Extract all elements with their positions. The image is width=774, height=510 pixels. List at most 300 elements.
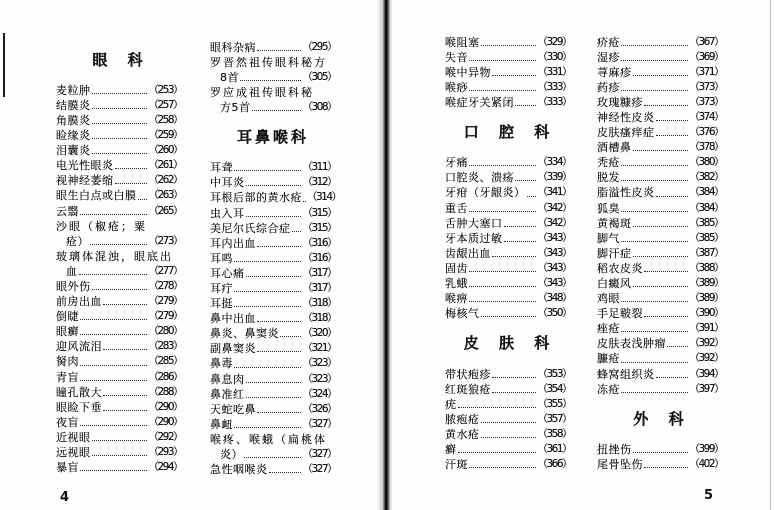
scan-edge-mark <box>3 33 5 97</box>
toc-entry-page: （257） <box>148 98 182 111</box>
toc-entry-title: 疣 <box>445 397 457 411</box>
toc-entry <box>56 370 182 385</box>
dot-leader <box>527 196 537 197</box>
toc-entry <box>597 306 723 321</box>
dot-leader <box>240 80 301 81</box>
dot-leader <box>80 334 147 335</box>
toc-entry-title: 眼生白点或白膜 <box>56 189 137 203</box>
dot-leader <box>115 183 148 184</box>
toc-entry-title-line: 沙眼（椒疮；粟 <box>56 219 147 233</box>
toc-entry <box>597 35 723 50</box>
toc-entry <box>210 206 336 221</box>
toc-entry <box>56 430 182 445</box>
toc-entry <box>210 326 336 341</box>
toc-entry <box>445 231 571 246</box>
dot-leader <box>103 349 147 350</box>
toc-entry <box>210 417 336 432</box>
toc-column <box>445 35 571 473</box>
toc-entry-title: 耳根后部的黄水疮 <box>210 191 302 205</box>
toc-entry-title: 黄褐斑 <box>597 216 632 230</box>
dot-leader <box>644 271 688 272</box>
toc-entry <box>445 95 571 110</box>
toc-entry-page: （280） <box>148 325 182 338</box>
dot-leader <box>257 351 301 352</box>
toc-entry-page: （320） <box>302 327 336 340</box>
dot-leader <box>633 75 689 76</box>
dot-leader <box>621 45 688 46</box>
toc-entry-page: （371） <box>689 65 723 78</box>
toc-entry <box>445 397 571 412</box>
toc-entry-title: 视神经萎缩 <box>56 174 114 188</box>
dot-leader <box>92 455 148 456</box>
dot-leader <box>246 276 302 277</box>
toc-entry <box>56 264 182 279</box>
toc-entry <box>210 100 336 115</box>
toc-entry-title: 疥疮 <box>597 35 620 49</box>
toc-entry <box>597 382 723 397</box>
toc-entry <box>210 296 336 311</box>
toc-entry-title: 血 <box>66 264 78 278</box>
dot-leader <box>621 392 688 393</box>
toc-entry-page: （277） <box>148 264 182 277</box>
toc-entry-title: 脓疱疮 <box>445 412 480 426</box>
toc-entry-page: （315） <box>302 206 336 219</box>
toc-entry-page: （390） <box>689 307 723 320</box>
toc-entry-title: 云翳 <box>56 204 79 218</box>
toc-entry-page: （343） <box>537 261 571 274</box>
toc-entry-title: 迎风流泪 <box>56 340 102 354</box>
toc-entry-page: （394） <box>689 367 723 380</box>
dot-leader <box>92 108 148 109</box>
toc-entry-page: （369） <box>689 50 723 63</box>
toc-entry-title-line: 喉疼、喉蛾（扁桃体 <box>210 432 327 446</box>
toc-entry-title: 耳心痛 <box>210 266 245 280</box>
toc-entry <box>56 128 182 143</box>
toc-entry-title: 乳蛾 <box>445 277 468 291</box>
toc-entry-title: 鼻中出血 <box>210 312 256 326</box>
toc-entry <box>210 190 341 205</box>
toc-entry-title: 疮） <box>66 234 89 248</box>
toc-entry-page: （374） <box>689 110 723 123</box>
page-gutter <box>378 0 392 510</box>
dot-leader <box>234 367 301 368</box>
toc-entry-title: 鸡眼 <box>597 292 620 306</box>
toc-entry-page: （259） <box>148 129 182 142</box>
toc-entry <box>210 40 336 55</box>
toc-entry-page: （342） <box>537 201 571 214</box>
dot-leader <box>80 365 147 366</box>
toc-entry-title: 天蛇吃鼻 <box>210 402 256 416</box>
dot-leader <box>246 216 302 217</box>
toc-entry-page: （308） <box>302 100 336 113</box>
toc-entry-page: （317） <box>302 282 336 295</box>
toc-entry-title: 湿疹 <box>597 50 620 64</box>
dot-leader <box>621 241 688 242</box>
dot-leader <box>292 231 302 232</box>
toc-entry-title: 耳疔 <box>210 282 233 296</box>
dot-leader <box>234 291 301 292</box>
toc-entry <box>210 311 336 326</box>
toc-entry <box>56 143 182 158</box>
toc-entry-title: 冻疮 <box>597 382 620 396</box>
dot-leader <box>257 246 301 247</box>
dot-leader <box>515 105 536 106</box>
toc-column <box>210 40 341 478</box>
toc-entry <box>445 185 571 200</box>
dot-leader <box>633 226 689 227</box>
toc-entry-page: （366） <box>537 458 571 471</box>
toc-entry-page: （353） <box>537 367 571 380</box>
toc-entry <box>597 336 723 351</box>
toc-entry-title: 狐臭 <box>597 201 620 215</box>
toc-entry-page: （326） <box>302 402 336 415</box>
dot-leader <box>492 256 536 257</box>
dot-leader <box>492 75 536 76</box>
toc-entry-title: 鼻息肉 <box>210 372 245 386</box>
toc-entry-title: 梅核气 <box>445 307 480 321</box>
toc-entry-page: （329） <box>537 35 571 48</box>
section-heading: 耳鼻喉科 <box>236 127 309 146</box>
toc-entry-page: （327） <box>302 448 336 461</box>
toc-entry-page: （385） <box>689 231 723 244</box>
dot-leader <box>621 362 688 363</box>
toc-entry-title: 电光性眼炎 <box>56 159 114 173</box>
toc-entry-title: 癣 <box>445 443 457 457</box>
toc-entry-title: 美尼尔氏综合症 <box>210 221 291 235</box>
toc-entry-title: 酒槽鼻 <box>597 141 632 155</box>
toc-entry <box>445 412 571 427</box>
toc-entry <box>210 341 336 356</box>
dot-leader <box>633 452 689 453</box>
dot-leader <box>257 412 301 413</box>
dot-leader <box>469 301 536 302</box>
toc-entry <box>56 98 182 113</box>
dot-leader <box>246 382 302 383</box>
toc-entry-title: 手足皲裂 <box>597 307 643 321</box>
dot-leader <box>656 120 689 121</box>
toc-entry <box>597 140 723 155</box>
toc-entry-title: 近视眼 <box>56 430 91 444</box>
dot-leader <box>621 90 688 91</box>
page-number: 5 <box>704 488 714 503</box>
toc-entry-page: （373） <box>689 80 723 93</box>
toc-entry-title: 牙痛 <box>445 156 468 170</box>
toc-entry-page: （361） <box>537 443 571 456</box>
toc-entry <box>210 266 336 281</box>
dot-leader <box>621 60 688 61</box>
toc-entry-title: 齿龈出血 <box>445 246 491 260</box>
toc-entry-page: （261） <box>148 159 182 172</box>
toc-entry-page: （380） <box>689 156 723 169</box>
toc-entry-page: （378） <box>689 141 723 154</box>
toc-entry <box>597 442 723 457</box>
dot-leader <box>80 380 147 381</box>
toc-entry <box>597 351 723 366</box>
toc-entry-page: （348） <box>537 292 571 305</box>
toc-entry <box>445 367 571 382</box>
toc-entry-page: （305） <box>302 70 336 83</box>
toc-entry <box>56 234 182 249</box>
dot-leader <box>469 271 536 272</box>
toc-entry-page: （321） <box>302 342 336 355</box>
toc-entry-title: 远视眼 <box>56 446 91 460</box>
toc-entry <box>597 231 723 246</box>
toc-entry-page: （343） <box>537 246 571 259</box>
dot-leader <box>656 377 689 378</box>
toc-entry-title: 耳鸣 <box>210 251 233 265</box>
dot-leader <box>656 135 689 136</box>
dot-leader <box>234 261 301 262</box>
toc-entry-title: 鼻炎、鼻窦炎 <box>210 327 279 341</box>
toc-entry-title: 臁疮 <box>597 352 620 366</box>
toc-entry-page: （323） <box>302 357 336 370</box>
toc-entry-title: 眼癣 <box>56 325 79 339</box>
toc-entry-title: 8首 <box>220 70 239 84</box>
page-number: 4 <box>60 490 70 505</box>
toc-entry-page: （376） <box>689 126 723 139</box>
toc-entry-page: （314） <box>307 191 341 204</box>
dot-leader <box>504 226 537 227</box>
toc-entry-title: 急性咽喉炎 <box>210 463 268 477</box>
toc-entry-page: （354） <box>537 382 571 395</box>
dot-leader <box>103 395 147 396</box>
toc-entry-page: （318） <box>302 312 336 325</box>
toc-entry <box>56 173 182 188</box>
toc-entry-page: （392） <box>689 337 723 350</box>
toc-entry-title: 玫瑰糠疹 <box>597 95 643 109</box>
toc-entry <box>597 321 723 336</box>
toc-entry-title: 喉阻塞 <box>445 35 480 49</box>
toc-entry <box>445 170 571 185</box>
dot-leader <box>234 306 301 307</box>
toc-entry-page: （253） <box>148 83 182 96</box>
toc-entry-title: 眼外伤 <box>56 280 91 294</box>
toc-entry-title: 脚气 <box>597 231 620 245</box>
dot-leader <box>90 244 147 245</box>
dot-leader <box>656 196 689 197</box>
dot-leader <box>80 425 147 426</box>
dot-leader <box>103 304 147 305</box>
toc-entry-page: （384） <box>689 186 723 199</box>
toc-entry-page: （330） <box>537 50 571 63</box>
toc-entry-title: 喉痹 <box>445 292 468 306</box>
dot-leader <box>481 437 537 438</box>
toc-entry-title: 鼻衄 <box>210 417 233 431</box>
toc-entry-title: 耳挺 <box>210 297 233 311</box>
dot-leader <box>481 422 537 423</box>
toc-entry-title: 神经性皮炎 <box>597 110 655 124</box>
toc-entry <box>56 385 182 400</box>
toc-entry-title: 结膜炎 <box>56 98 91 112</box>
section-heading: 眼 科 <box>92 50 146 69</box>
toc-entry-page: （389） <box>689 277 723 289</box>
dot-leader <box>633 150 689 151</box>
toc-entry <box>210 221 336 236</box>
dot-leader <box>481 316 537 317</box>
dot-leader <box>103 410 147 411</box>
toc-entry-title: 副鼻窦炎 <box>210 342 256 356</box>
toc-entry <box>210 175 336 190</box>
toc-entry-title: 口腔炎、溃疡 <box>445 171 514 185</box>
toc-entry-title: 瞳孔散大 <box>56 385 102 399</box>
toc-entry-title: 蜂窝组织炎 <box>597 367 655 381</box>
toc-entry-page: （334） <box>537 156 571 169</box>
toc-entry <box>597 216 723 231</box>
toc-entry-title: 皮肤瘙痒症 <box>597 126 655 140</box>
toc-entry-title: 青盲 <box>56 370 79 384</box>
toc-entry-title: 倒睫 <box>56 310 79 324</box>
toc-entry-page: （367） <box>689 35 723 48</box>
toc-entry-page: （350） <box>537 307 571 320</box>
dot-leader <box>644 316 688 317</box>
dot-leader <box>80 319 147 320</box>
toc-entry <box>445 65 571 80</box>
dot-leader <box>234 427 301 428</box>
toc-entry-title: 夜盲 <box>56 415 79 429</box>
toc-entry <box>210 447 336 462</box>
dot-leader <box>481 45 537 46</box>
toc-entry <box>445 276 571 291</box>
dot-leader <box>469 211 536 212</box>
toc-entry-title: 暴盲 <box>56 461 79 475</box>
dot-leader <box>469 90 536 91</box>
dot-leader <box>246 185 302 186</box>
dot-leader <box>269 472 302 473</box>
toc-entry-page: （265） <box>148 204 182 217</box>
toc-entry-title: 喉痧 <box>445 80 468 94</box>
toc-entry <box>56 279 182 294</box>
toc-entry <box>597 185 723 200</box>
toc-entry <box>597 246 723 261</box>
toc-entry-page: （358） <box>537 427 571 440</box>
toc-entry <box>56 354 182 369</box>
toc-entry-page: （294） <box>148 461 182 474</box>
toc-entry-title: 黄水疮 <box>445 427 480 441</box>
toc-entry <box>56 294 182 309</box>
toc-entry-title: 虫入耳 <box>210 206 245 220</box>
toc-entry-page: （278） <box>148 280 182 293</box>
toc-entry-title: 扭挫伤 <box>597 443 632 457</box>
toc-entry-page: （317） <box>302 266 336 279</box>
toc-entry <box>597 367 723 382</box>
toc-entry-title: 脚汗症 <box>597 246 632 260</box>
toc-entry-page: （402） <box>689 458 723 471</box>
toc-entry <box>445 306 571 321</box>
toc-entry-title-line: 玻璃体混浊，眼底出 <box>56 249 173 263</box>
toc-entry-page: （312） <box>302 176 336 189</box>
toc-entry-title: 牙本质过敏 <box>445 231 503 245</box>
toc-entry-page: （290） <box>148 400 182 413</box>
toc-entry <box>56 460 182 475</box>
toc-entry <box>56 324 182 339</box>
toc-entry-title: 角膜炎 <box>56 113 91 127</box>
toc-entry-page: （279） <box>148 310 182 323</box>
toc-entry-page: （288） <box>148 385 182 398</box>
toc-entry-title: 喉中异物 <box>445 65 491 79</box>
toc-entry-title: 耳内出血 <box>210 236 256 250</box>
dot-leader <box>621 211 688 212</box>
right-page <box>392 0 770 510</box>
toc-entry-page: （343） <box>537 277 571 290</box>
toc-entry <box>56 113 182 128</box>
toc-entry <box>56 188 182 203</box>
dot-leader <box>92 138 148 139</box>
dot-leader <box>252 110 302 111</box>
toc-entry-title: 胬肉 <box>56 355 79 369</box>
dot-leader <box>92 153 148 154</box>
toc-entry-title: 中耳炎 <box>210 176 245 190</box>
dot-leader <box>92 123 148 124</box>
toc-entry-title: 麦粒肿 <box>56 83 91 97</box>
toc-entry-page: （391） <box>689 322 723 335</box>
toc-entry-title: 白癜风 <box>597 277 632 290</box>
toc-column <box>597 35 723 473</box>
toc-entry-page: （343） <box>537 231 571 244</box>
toc-entry <box>597 125 723 140</box>
toc-entry-page: （355） <box>537 397 571 410</box>
toc-entry-page: （333） <box>537 80 571 93</box>
toc-entry <box>597 170 723 185</box>
dot-leader <box>458 407 537 408</box>
toc-entry <box>597 155 723 170</box>
section-heading: 口 腔 科 <box>463 122 553 141</box>
toc-entry-page: （286） <box>148 370 182 383</box>
toc-entry <box>56 158 182 173</box>
toc-entry <box>597 50 723 65</box>
dot-leader <box>469 165 536 166</box>
toc-entry-page: （341） <box>537 186 571 199</box>
toc-entry-title: 泪囊炎 <box>56 144 91 158</box>
toc-entry <box>597 65 723 80</box>
toc-entry-title: 失音 <box>445 50 468 64</box>
toc-entry-page: （387） <box>689 246 723 259</box>
toc-entry-page: （388） <box>689 261 723 274</box>
toc-entry <box>445 291 571 306</box>
toc-entry-page: （263） <box>148 189 182 202</box>
toc-entry <box>56 309 182 324</box>
dot-leader <box>469 286 536 287</box>
toc-entry-page: （333） <box>537 95 571 108</box>
toc-entry-title: 鼻毒 <box>210 357 233 371</box>
toc-entry-page: （273） <box>148 234 182 247</box>
toc-entry-page: （292） <box>148 430 182 443</box>
dot-leader <box>667 346 688 347</box>
toc-entry-page: （342） <box>537 216 571 229</box>
dot-leader <box>621 331 688 332</box>
toc-entry-title: 喉症牙关紧闭 <box>445 95 514 109</box>
toc-entry-title: 皮肤表浅肿瘤 <box>597 337 666 351</box>
dot-leader <box>280 336 301 337</box>
toc-entry <box>445 201 571 216</box>
toc-entry-title: 秃疮 <box>597 156 620 170</box>
toc-entry-page: （384） <box>689 201 723 214</box>
toc-entry-page: （316） <box>302 236 336 249</box>
toc-entry-page: （290） <box>148 415 182 428</box>
page-edge-line <box>770 0 771 510</box>
toc-entry-title: 眼科杂病 <box>210 40 256 54</box>
toc-entry-page: （324） <box>302 387 336 400</box>
section-heading: 外 科 <box>633 409 687 428</box>
left-page <box>0 0 378 510</box>
toc-entry-title: 睑缘炎 <box>56 129 91 143</box>
section-heading: 皮 肤 科 <box>463 334 553 353</box>
dot-leader <box>492 377 536 378</box>
toc-entry <box>56 400 182 415</box>
toc-entry-title: 荨麻疹 <box>597 65 632 79</box>
toc-entry <box>597 291 723 306</box>
toc-entry <box>597 80 723 95</box>
toc-entry <box>597 95 723 110</box>
